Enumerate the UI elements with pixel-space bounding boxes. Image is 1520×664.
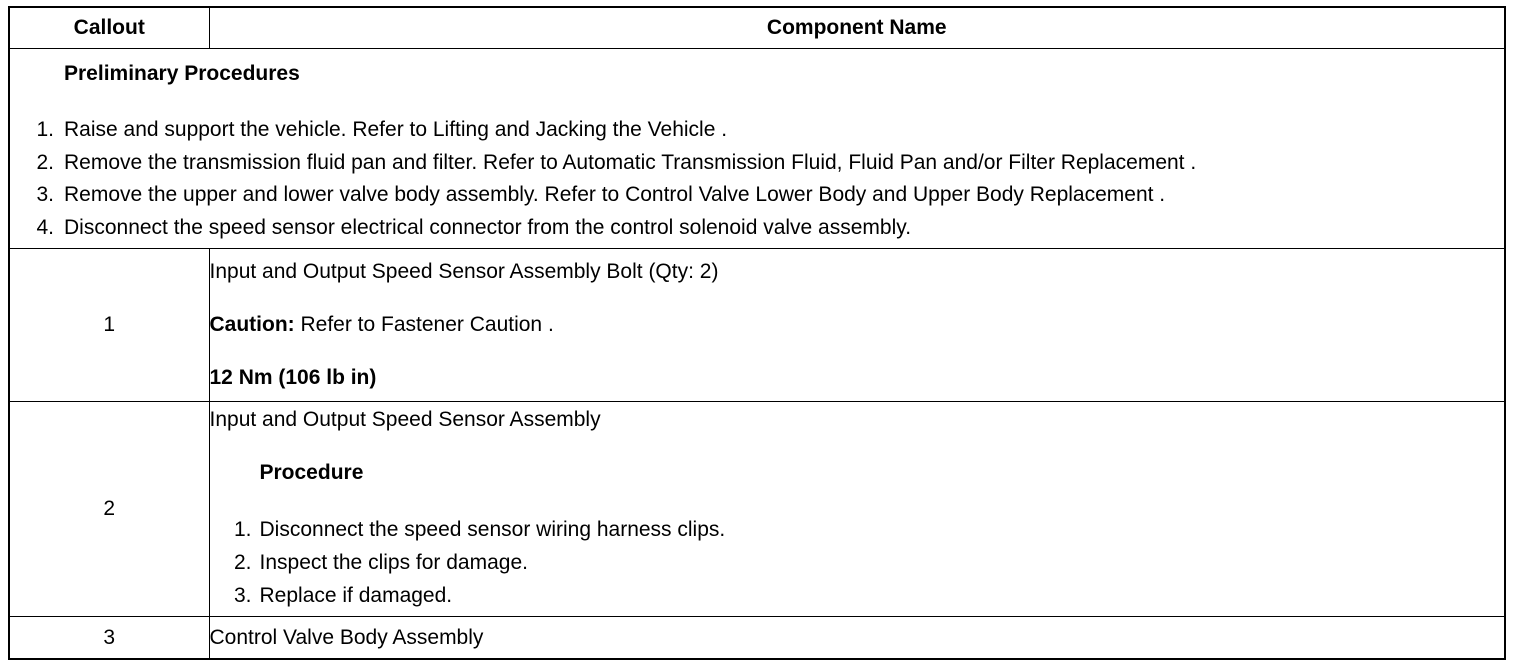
callout-cell: 3 <box>9 617 209 660</box>
table-row <box>9 402 1505 617</box>
step-number: 3. <box>233 583 252 607</box>
component-cell <box>209 249 1505 402</box>
step-text: Remove the upper and lower valve body assembly. Refer to Control Valve Lower Body and Upper Body Replacement . <box>64 183 1166 206</box>
header-component-name: Component Name <box>209 7 1505 49</box>
list-item <box>10 114 1504 147</box>
caution-label: Caution: <box>209 313 295 336</box>
step-number: 2. <box>233 550 252 574</box>
step-text: Raise and support the vehicle. Refer to Lifting and Jacking the Vehicle . <box>64 118 728 141</box>
caution-line <box>210 312 1505 338</box>
step-number: 3. <box>36 183 54 206</box>
list-item <box>10 147 1504 180</box>
preliminary-cell <box>9 49 1505 249</box>
step-text: Inspect the clips for damage. <box>259 550 528 574</box>
component-name: Input and Output Speed Sensor Assembly Bolt (Qty: 2) <box>209 260 719 283</box>
callout-cell: 2 <box>9 402 209 617</box>
header-callout: Callout <box>9 7 209 49</box>
step-text: Disconnect the speed sensor wiring harness clips. <box>259 517 726 541</box>
caution-text: Refer to Fastener Caution . <box>294 313 554 336</box>
preliminary-row <box>9 49 1505 249</box>
preliminary-title: Preliminary Procedures <box>64 62 300 85</box>
preliminary-steps <box>10 114 1504 244</box>
component-name: Input and Output Speed Sensor Assembly <box>209 407 601 431</box>
step-text: Disconnect the speed sensor electrical connector from the control solenoid valve assembly. <box>64 215 912 239</box>
step-number: 2. <box>36 150 54 174</box>
header-row <box>9 7 1505 49</box>
table-row <box>9 617 1505 660</box>
step-number: 4. <box>36 215 54 239</box>
procedure-steps <box>210 513 1505 612</box>
procedure-title: Procedure <box>259 460 364 484</box>
torque-spec: 12 Nm (106 lb in) <box>209 366 377 389</box>
list-item <box>210 546 1505 579</box>
list-item <box>210 513 1505 546</box>
callout-cell: 1 <box>9 249 209 402</box>
list-item <box>10 179 1504 212</box>
step-number: 1. <box>233 517 252 541</box>
list-item <box>10 212 1504 245</box>
step-text: Remove the transmission fluid pan and filter. Refer to Automatic Transmission Fluid, Fluid Pan and/or Filter Replacement . <box>64 150 1197 174</box>
component-table <box>8 6 1506 660</box>
component-name: Control Valve Body Assembly <box>209 617 1505 660</box>
list-item <box>210 579 1505 612</box>
component-cell <box>209 402 1505 617</box>
table-row <box>9 249 1505 402</box>
step-number: 1. <box>36 118 54 141</box>
step-text: Replace if damaged. <box>259 583 453 607</box>
